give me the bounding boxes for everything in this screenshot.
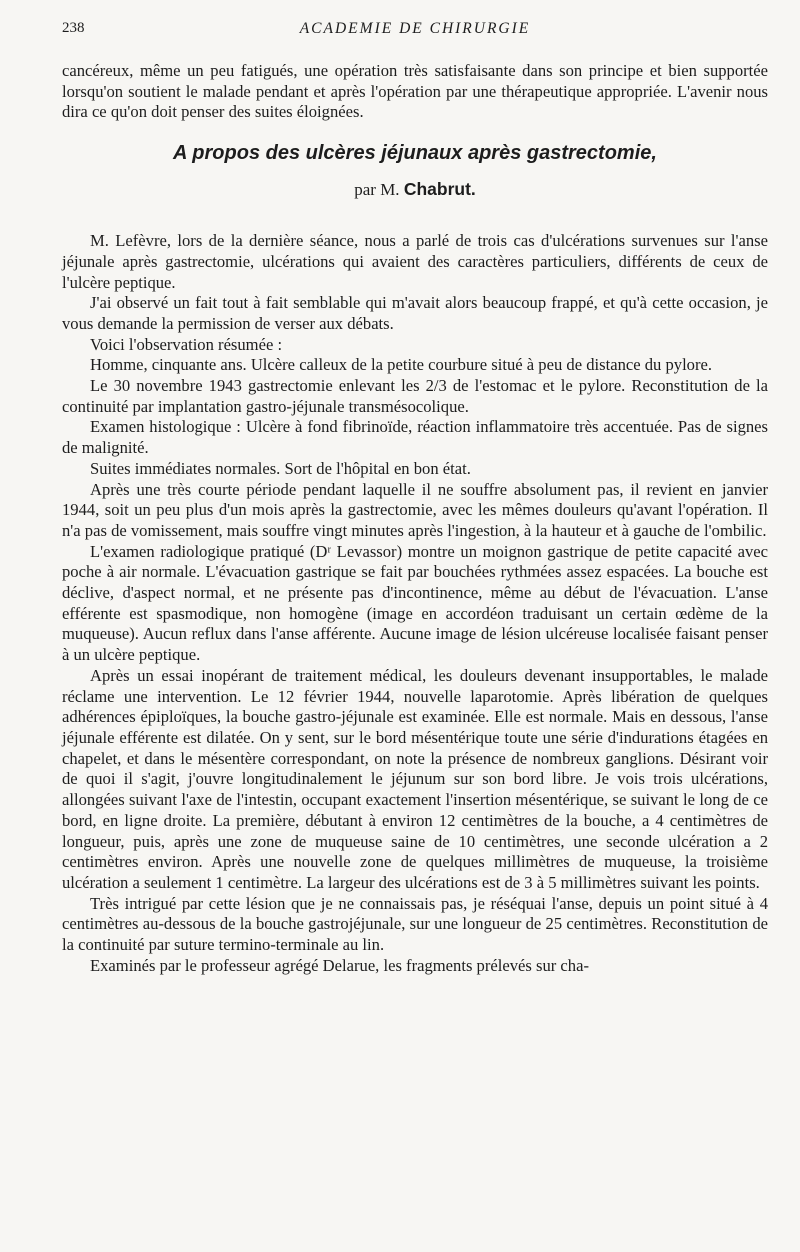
page-number: 238: [62, 20, 85, 36]
paragraph: Examen histologique : Ulcère à fond fibrinoïde, réaction inflammatoire très accentuée. Pas de signes de malignité.: [62, 417, 768, 458]
paragraph: J'ai observé un fait tout à fait semblable qui m'avait alors beaucoup frappé, et qu'à cette occasion, je vous demande la permission de verser aux débats.: [62, 293, 768, 333]
running-head: [62, 20, 768, 44]
paragraph: Homme, cinquante ans. Ulcère calleux de la petite courbure situé à peu de distance du pylore.: [90, 355, 713, 375]
body-text: [62, 61, 768, 976]
paragraph: Suites immédiates normales. Sort de l'hôpital en bon état.: [90, 458, 471, 478]
paragraph: M. Lefèvre, lors de la dernière séance, nous a parlé de trois cas d'ulcérations survenues sur l'anse jéjunale après gastrectomie, ulcérations qui avaient des caractères particuliers, différents de ceux de l'ulcère peptique.: [62, 231, 768, 292]
paragraph: Très intrigué par cette lésion que je ne connaissais pas, je réséquai l'anse, depuis un point situé à 4 centimètres au-dessous de la bouche gastrojéjunale, sur une longueur de 25 centimètres. Reconstitution de la continuité par suture termino-terminale au lin.: [62, 893, 768, 955]
article-title: A propos des ulcères jéjunaux après gastrectomie,: [173, 142, 657, 165]
paragraph: Après une très courte période pendant laquelle il ne souffre absolument pas, il revient en janvier 1944, soit un peu plus d'un mois après la gastrectomie, avec les mêmes douleurs qu'avant l'opération. Il n'a pas de vomissement, mais souffre vingt minutes après l'ingestion, à la hauteur et à gauche de l'ombilic.: [62, 479, 768, 540]
paragraph: L'examen radiologique pratiqué (Dʳ Levassor) montre un moignon gastrique de petite capacité avec poche à air normale. L'évacuation gastrique se fait par bouchées rythmées assez espacées. La bouche est déclive, d'aspect normal, et ne présente pas d'incontinence, même au début de l'évacuation. L'anse efférente est spasmodique, non homogène (image en accordéon traduisant un certain œdème de la muqueuse). Aucun reflux dans l'anse afférente. Aucune image de lésion ulcéreuse localisée faisant penser à un ulcère peptique.: [62, 541, 768, 665]
byline: [62, 179, 768, 201]
intro-paragraph: cancéreux, même un peu fatigués, une opération très satisfaisante dans son principe et bien supportée lorsqu'on soutient le malade pendant et après l'opération par une thérapeutique appropriée. L'avenir nous dira ce qu'on doit penser des suites éloignées.: [62, 61, 768, 122]
author-name: Chabrut.: [403, 179, 476, 200]
paragraph: Le 30 novembre 1943 gastrectomie enlevant les 2/3 de l'estomac et le pylore. Reconstitution de la continuité par implantation gastro-jéjunale transmésocolique.: [62, 376, 768, 416]
paragraph: Voici l'observation résumée :: [90, 334, 283, 354]
byline-prefix: par M.: [354, 180, 400, 200]
article-heading: [62, 123, 768, 231]
paragraph: Examinés par le professeur agrégé Delarue, les fragments prélevés sur cha-: [90, 955, 589, 975]
journal-title: ACADEMIE DE CHIRURGIE: [299, 20, 531, 37]
paragraph: Après un essai inopérant de traitement médical, les douleurs devenant insupportables, le malade réclame une intervention. Le 12 février 1944, nouvelle laparotomie. Après libération de quelques adhérences épiploïques, la bouche gastro-jéjunale est examinée. Elle est normale. Mais en dessous, l'anse jéjunale efférente est dilatée. On y sent, sur le bord mésentérique toute une série d'indurations étagées en chapelet, et dans le mésentère correspondant, on note la présence de nombreux ganglions. Désirant voir de quoi il s'agit, j'ouvre longitudinalement le jéjunum sur son bord libre. Je vois trois ulcérations, allongées suivant l'axe de l'intestin, occupant exactement l'insertion mésentérique, se suivant le long de ce bord, en ligne droite. La première, débutant à environ 12 centimètres de la bouche, a 4 centimètres de longueur, puis, après une zone de muqueuse saine de 10 centimètres, une seconde ulcération a 2 centimètres environ. Après une nouvelle zone de quelques millimètres de muqueuse, la troisième ulcération a seulement 1 centimètre. La largeur des ulcérations est de 3 à 5 millimètres suivant les points.: [62, 665, 768, 892]
